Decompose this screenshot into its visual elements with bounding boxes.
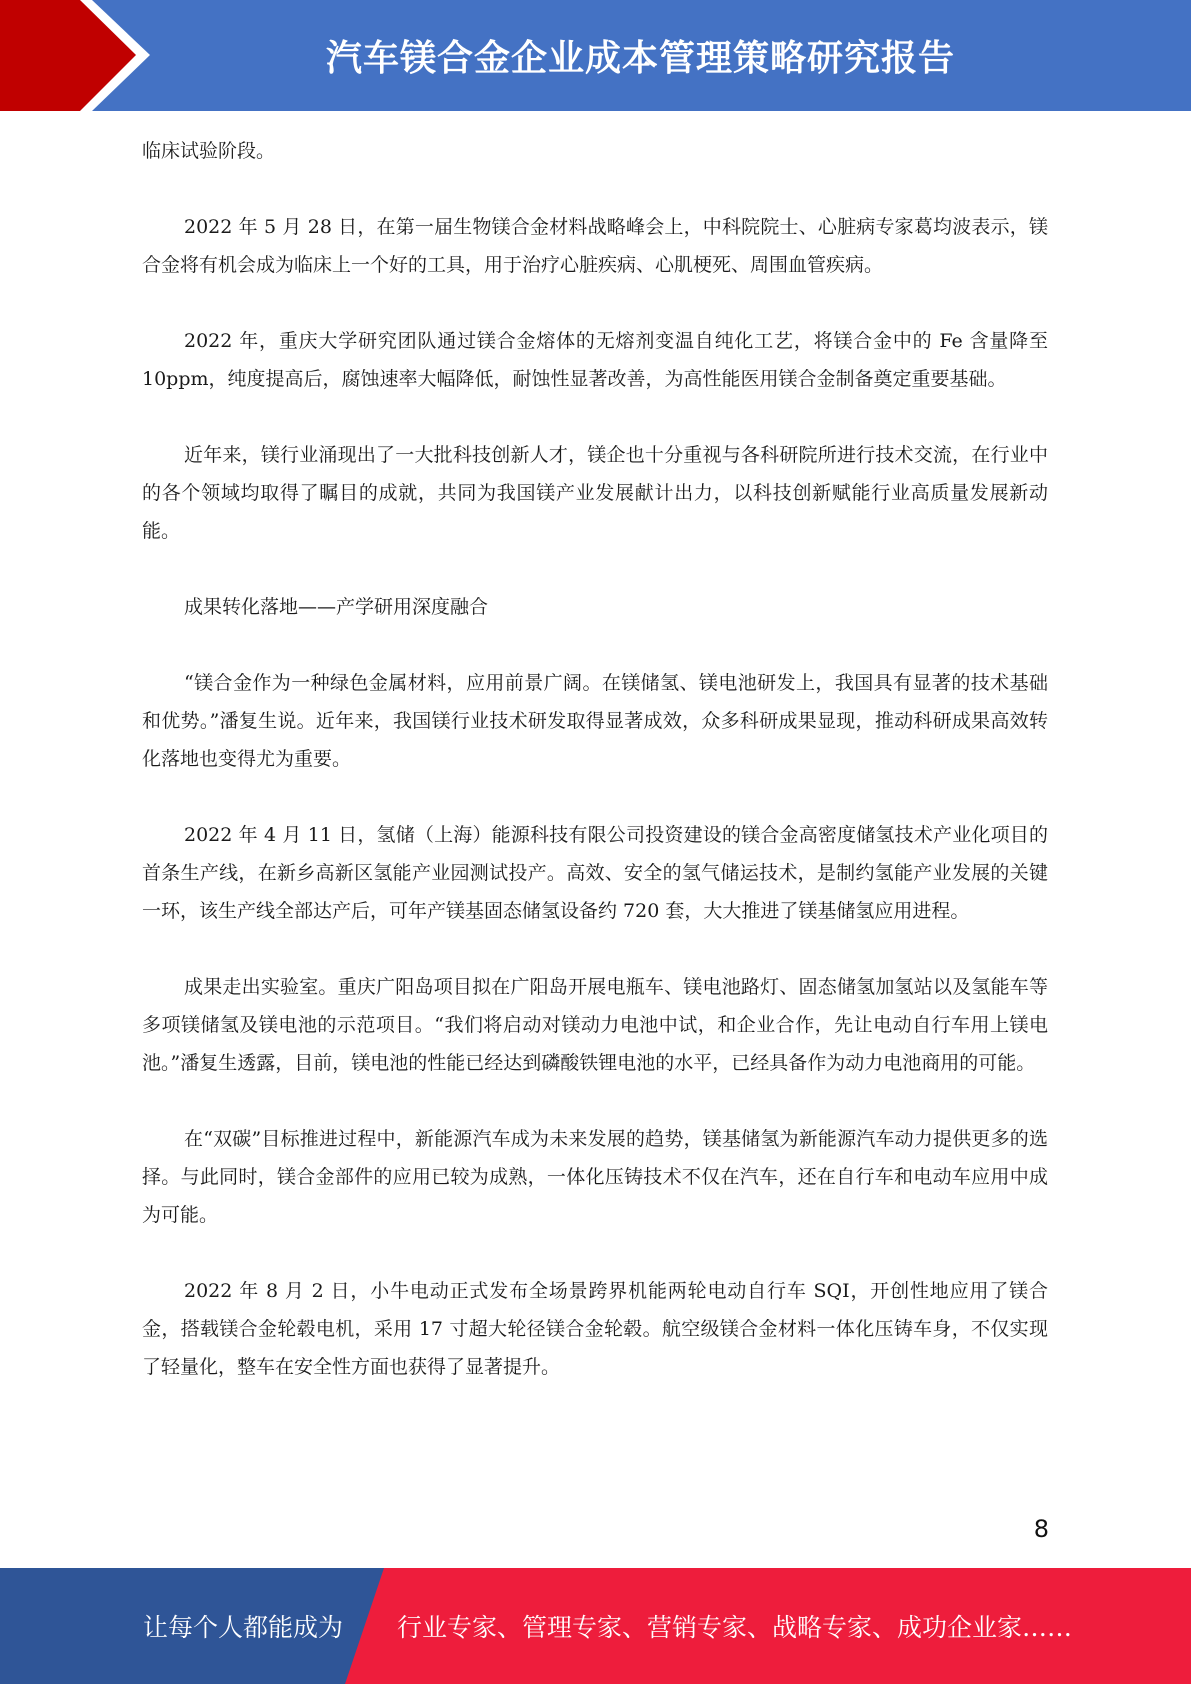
paragraph-8: 成果走出实验室。重庆广阳岛项目拟在广阳岛开展电瓶车、镁电池路灯、固态储氢加氢站以及氢能车等多项镁储氢及镁电池的示范项目。“我们将启动对镁动力电池中试，和企业合作，先让电动自行车用上镁电池。”潘复生透露，目前，镁电池的性能已经达到磷酸铁锂电池的水平，已经具备作为动力电池商用的可能。 [142,976,1048,1074]
footer-slogan-right: 行业专家、管理专家、营销专家、战略专家、成功企业家…… [397,1613,1073,1642]
paragraph-6: “镁合金作为一种绿色金属材料，应用前景广阔。在镁储氢、镁电池研发上，我国具有显著的技术基础和优势。”潘复生说。近年来，我国镁行业技术研发取得显著成效，众多科研成果显现，推动科研成果高效转化落地也变得尤为重要。 [142,672,1048,770]
paragraph-9: 在“双碳”目标推进过程中，新能源汽车成为未来发展的趋势，镁基储氢为新能源汽车动力提供更多的选择。与此同时，镁合金部件的应用已较为成熟，一体化压铸技术不仅在汽车，还在自行车和电动车应用中成为可能。 [142,1128,1048,1226]
page-header [0,0,1191,111]
footer-slogan-left: 让每个人都能成为 [143,1613,344,1642]
body-text [142,132,1048,1386]
paragraph-1: 临床试验阶段。 [142,140,276,162]
paragraph-10: 2022 年 8 月 2 日，小牛电动正式发布全场景跨界机能两轮电动自行车 SQI，开创性地应用了镁合金，搭载镁合金轮毂电机，采用 17 寸超大轮径镁合金轮毂。航空级镁合金材料一体化压铸车身，不仅实现了轻量化，整车在安全性方面也获得了显著提升。 [142,1280,1048,1378]
paragraph-2: 2022 年 5 月 28 日，在第一届生物镁合金材料战略峰会上，中科院院士、心脏病专家葛均波表示，镁合金将有机会成为临床上一个好的工具，用于治疗心脏疾病、心肌梗死、周围血管疾病。 [142,216,1048,276]
header-arrow-graphic [0,0,160,111]
page-footer [0,1568,1191,1684]
paragraph-7: 2022 年 4 月 11 日，氢储（上海）能源科技有限公司投资建设的镁合金高密度储氢技术产业化项目的首条生产线，在新乡高新区氢能产业园测试投产。高效、安全的氢气储运技术，是制约氢能产业发展的关键一环，该生产线全部达产后，可年产镁基固态储氢设备约 720 套，大大推进了镁基储氢应用进程。 [142,824,1048,922]
report-title: 汽车镁合金企业成本管理策略研究报告 [325,38,955,79]
section-heading: 成果转化落地——产学研用深度融合 [184,596,489,618]
paragraph-3: 2022 年，重庆大学研究团队通过镁合金熔体的无熔剂变温自纯化工艺，将镁合金中的 Fe 含量降至 10ppm，纯度提高后，腐蚀速率大幅降低，耐蚀性显著改善，为高性能医用镁合金制备奠定重要基础。 [142,330,1048,390]
page-number: 8 [1033,1515,1049,1543]
paragraph-4: 近年来，镁行业涌现出了一大批科技创新人才，镁企也十分重视与各科研院所进行技术交流，在行业中的各个领域均取得了瞩目的成就，共同为我国镁产业发展献计出力，以科技创新赋能行业高质量发展新动能。 [142,444,1048,542]
